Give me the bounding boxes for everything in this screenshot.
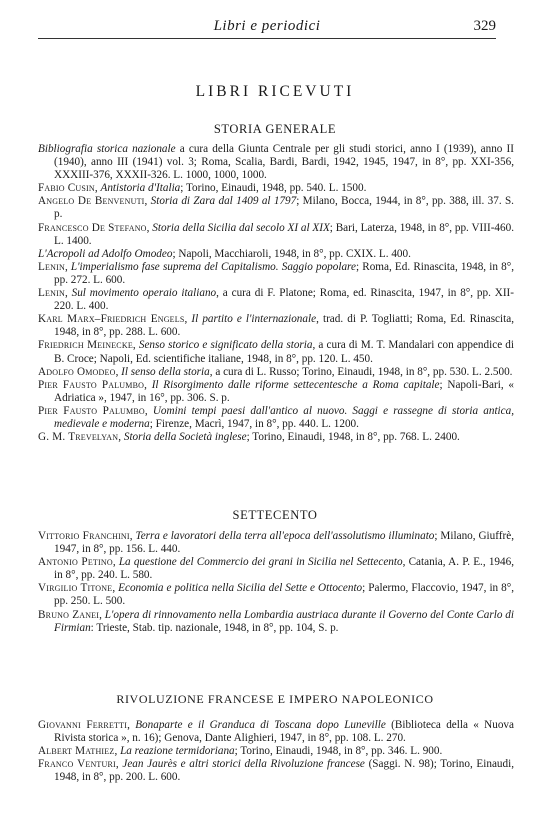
entry-details: ; Torino, Einaudi, 1948, in 8°, pp. 768. L. 2400. <box>246 431 460 444</box>
bibliography-entry: Antonio Petino, La questione del Commercio dei grani in Sicilia nel Settecento, Catania, A. P. E., 1946, in 8°, pp. 240. L. 580. <box>38 556 514 582</box>
entries-storia-generale <box>38 143 514 444</box>
bibliography-entry: Karl Marx–Friedrich Engels, Il partito e l'internazionale, trad. di P. Togliatti; Roma, Ed. Rinascita, 1948, in 8°, pp. 288. L. 600. <box>38 313 514 339</box>
bibliography-entry: Giovanni Ferretti, Bonaparte e il Granduca di Toscana dopo Luneville (Biblioteca della « Nuova Rivista storica », n. 16); Genova, Dante Alighieri, 1947, in 8°, pp. 108. L. 270. <box>38 719 514 745</box>
section-heading-settecento: SETTECENTO <box>232 508 318 522</box>
entry-details: ; Palermo, Flaccovio, 1947, in 8°, pp. 250. L. 500. <box>54 582 515 608</box>
entry-details: , Catania, A. P. E., 1946, in 8°, pp. 240. L. 580. <box>54 556 514 582</box>
section-heading-storia-generale: STORIA GENERALE <box>213 122 337 136</box>
bibliography-entry: Bruno Zanei, L'opera di rinnovamento nella Lombardia austriaca durante il Governo del Conte Carlo di Firmian: Trieste, Stab. tip. nazionale, 1948, in 8°, pp. 104, S. p. <box>38 608 514 634</box>
entry-title: Sul movimento operaio italiano <box>71 287 217 300</box>
entry-author: G. M. Trevelyan <box>38 431 119 444</box>
entry-title: Storia di Zara dal 1409 al 1797 <box>150 195 297 208</box>
entry-details: ; Roma, Ed. Rinascita, 1948, in 8°, pp. 272. L. 600. <box>54 260 514 286</box>
entry-title: Bonaparte e il Granduca di Toscana dopo Luneville <box>135 719 386 731</box>
entry-author: Friedrich Meinecke <box>38 339 133 352</box>
entry-title: Storia della Società inglese <box>123 431 247 444</box>
entry-title: L'imperialismo fase suprema del Capitalismo. Saggio popolare <box>70 260 356 273</box>
entry-details: ; Napoli, Macchiaroli, 1948, in 8°, pp. CXIX. L. 400. <box>172 247 411 260</box>
entry-author: Antonio Petino <box>38 556 113 569</box>
entry-author: Franco Venturi <box>38 758 116 771</box>
entry-details: , a cura di F. Platone; Roma, ed. Rinascita, 1947, in 8°, pp. XII-220. L. 400. <box>54 287 514 313</box>
running-header <box>38 18 496 39</box>
entry-details: , a cura di L. Russo; Torino, Einaudi, 1948, in 8°, pp. 530. L. 2.500. <box>209 365 513 378</box>
entries-rivoluzione <box>38 719 514 784</box>
entry-title: Storia della Sicilia dal secolo XI al XIX <box>152 221 330 234</box>
page-title: LIBRI RICEVUTI <box>195 83 355 100</box>
bibliography-entry: Pier Fausto Palumbo, Il Risorgimento dalle riforme settecentesche a Roma capitale; Napoli-Bari, « Adriatica », 1947, in 16°, pp. 306. S. p. <box>38 378 514 404</box>
entry-details: ; Napoli-Bari, « Adriatica », 1947, in 16°, pp. 306. S. p. <box>54 378 514 404</box>
entry-title: Il partito e l'internazionale <box>191 313 317 326</box>
bibliography-entry: Virgilio Titone, Economia e politica nella Sicilia del Sette e Ottocento; Palermo, Flaccovio, 1947, in 8°, pp. 250. L. 500. <box>38 582 515 608</box>
entry-details: ; Torino, Einaudi, 1948, pp. 540. L. 1500. <box>180 182 367 195</box>
entries-settecento <box>38 530 514 635</box>
bibliography-entry <box>38 143 514 182</box>
entry-author: Lenin <box>38 260 65 273</box>
entry-title: Economia e politica nella Sicilia del Sette e Ottocento <box>118 582 363 595</box>
entry-author: Karl Marx–Friedrich Engels <box>38 313 185 326</box>
entry-title: Uomini tempi paesi dall'antico al nuovo. Saggi e rassegne di storia antica, medievale e moderna <box>54 404 515 430</box>
entry-details: ; Bari, Laterza, 1948, in 8°, pp. VIII-460. L. 1400. <box>54 221 515 247</box>
bibliography-entry: Vittorio Franchini, Terra e lavoratori della terra all'epoca dell'assolutismo illuminato; Milano, Giuffrè, 1947, in 8°, pp. 156. L. 440. <box>38 530 514 556</box>
bibliography-entry: Francesco De Stefano, Storia della Sicilia dal secolo XI al XIX; Bari, Laterza, 1948, in 8°, pp. VIII-460. L. 1400. <box>38 221 515 247</box>
bibliography-entry: Adolfo Omodeo, Il senso della storia, a cura di L. Russo; Torino, Einaudi, 1948, in 8°, pp. 530. L. 2.500. <box>38 365 513 378</box>
entry-details: ; Milano, Giuffrè, 1947, in 8°, pp. 156. L. 440. <box>54 530 514 556</box>
entry-author: Pier Fausto Palumbo <box>38 404 145 417</box>
page-number: 329 <box>473 18 496 34</box>
bibliography-entry: Albert Mathiez, La reazione termidoriana; Torino, Einaudi, 1948, in 8°, pp. 346. L. 900. <box>38 745 443 758</box>
bibliography-entry: Lenin, Sul movimento operaio italiano, a cura di F. Platone; Roma, ed. Rinascita, 1947, in 8°, pp. XII-220. L. 400. <box>38 287 514 313</box>
entry-title: Senso storico e significato della storia <box>138 339 313 352</box>
bibliography-entry: Angelo De Benvenuti, Storia di Zara dal 1409 al 1797; Milano, Bocca, 1944, in 8°, pp. 388, ill. 37. S. p. <box>38 195 514 221</box>
entry-author: Vittorio Franchini <box>38 530 130 542</box>
entry-details: , trad. di P. Togliatti; Roma, Ed. Rinascita, 1948, in 8°, pp. 288. L. 600. <box>54 313 514 339</box>
bibliography-entry: Franco Venturi, Jean Jaurès e altri storici della Rivoluzione francese (Saggi. N. 98); Torino, Einaudi, 1948, in 8°, pp. 200. L. 600. <box>38 758 514 784</box>
entry-author: Albert Mathiez <box>38 745 115 758</box>
bibliography-entry: Pier Fausto Palumbo, Uomini tempi paesi dall'antico al nuovo. Saggi e rassegne di storia antica, medievale e moderna; Firenze, Macrì, 1947, in 8°, pp. 440. L. 1200. <box>38 404 515 430</box>
entry-author: Giovanni Ferretti <box>38 719 128 731</box>
entry-title: Terra e lavoratori della terra all'epoca dell'assolutismo illuminato <box>135 530 435 542</box>
bibliography-entry: Lenin, L'imperialismo fase suprema del Capitalismo. Saggio popolare; Roma, Ed. Rinascita, 1948, in 8°, pp. 272. L. 600. <box>38 260 514 286</box>
entry-details: ; Firenze, Macrì, 1947, in 8°, pp. 440. L. 1200. <box>149 417 359 430</box>
entry-details: (Biblioteca della « Nuova Rivista storica », n. 16); Genova, Dante Alighieri, 1947, in 8°, pp. 108. L. 270. <box>54 719 514 745</box>
entry-title: Bibliografia storica nazionale <box>38 143 176 155</box>
entry-title: La reazione termidoriana <box>120 745 235 758</box>
running-title: Libri e periodici <box>213 18 321 34</box>
entry-title: Il Risorgimento dalle riforme settecentesche a Roma capitale <box>151 378 440 391</box>
entry-title: Jean Jaurès e altri storici della Rivoluzione francese <box>122 758 365 771</box>
entry-title: Antistoria d'Italia <box>100 182 181 195</box>
entry-author: Angelo De Benvenuti <box>38 195 145 208</box>
bibliography-entry: Fabio Cusin, Antistoria d'Italia; Torino, Einaudi, 1948, pp. 540. L. 1500. <box>38 182 367 195</box>
entry-title: L'Acropoli ad Adolfo Omodeo <box>38 247 173 260</box>
entry-title: L'opera di rinnovamento nella Lombardia austriaca durante il Governo del Conte Carlo di Firmian <box>54 608 514 634</box>
bibliography-entry <box>38 248 514 261</box>
entry-author: Bruno Zanei <box>38 608 100 621</box>
entry-title: La questione del Commercio dei grani in Sicilia nel Settecento <box>118 556 403 569</box>
entry-author: Lenin <box>38 287 65 300</box>
entry-author: Virgilio Titone <box>38 582 113 595</box>
bibliography-entry: Friedrich Meinecke, Senso storico e significato della storia, a cura di M. T. Mandalari con appendice di B. Croce; Napoli, Ed. scientifiche italiane, 1948, in 8°, pp. 120. L. 450. <box>38 339 515 365</box>
entry-details: : Trieste, Stab. tip. nazionale, 1948, in 8°, pp. 104, S. p. <box>90 621 339 634</box>
entry-details: ; Milano, Bocca, 1944, in 8°, pp. 388, ill. 37. S. p. <box>54 195 514 221</box>
entry-details: ; Torino, Einaudi, 1948, in 8°, pp. 346. L. 900. <box>234 745 443 758</box>
entry-title: Il senso della storia <box>121 365 210 378</box>
section-heading-rivoluzione: RIVOLUZIONE FRANCESE E IMPERO NAPOLEONICO <box>116 692 434 706</box>
entry-author: Pier Fausto Palumbo <box>38 378 145 391</box>
entry-details: a cura della Giunta Centrale per gli studi storici, anno I (1939), anno II (1940), anno III (1941) vol. 3; Roma, Scalia, Bardi, Bardi, 1942, 1945, 1947, in 8°, pp. XXI-356, XXXIII-376, XXXII-326. L. 1000, 1000, 1000. <box>54 143 514 182</box>
entry-details: , a cura di M. T. Mandalari con appendice di B. Croce; Napoli, Ed. scientifiche italiane, 1948, in 8°, pp. 120. L. 450. <box>54 339 515 365</box>
bibliography-entry: G. M. Trevelyan, Storia della Società inglese; Torino, Einaudi, 1948, in 8°, pp. 768. L. 2400. <box>38 431 460 444</box>
entry-author: Francesco De Stefano <box>38 221 147 234</box>
entry-details: (Saggi. N. 98); Torino, Einaudi, 1948, in 8°, pp. 200. L. 600. <box>54 758 514 784</box>
entry-author: Fabio Cusin <box>38 182 95 195</box>
entry-author: Adolfo Omodeo <box>38 365 116 378</box>
